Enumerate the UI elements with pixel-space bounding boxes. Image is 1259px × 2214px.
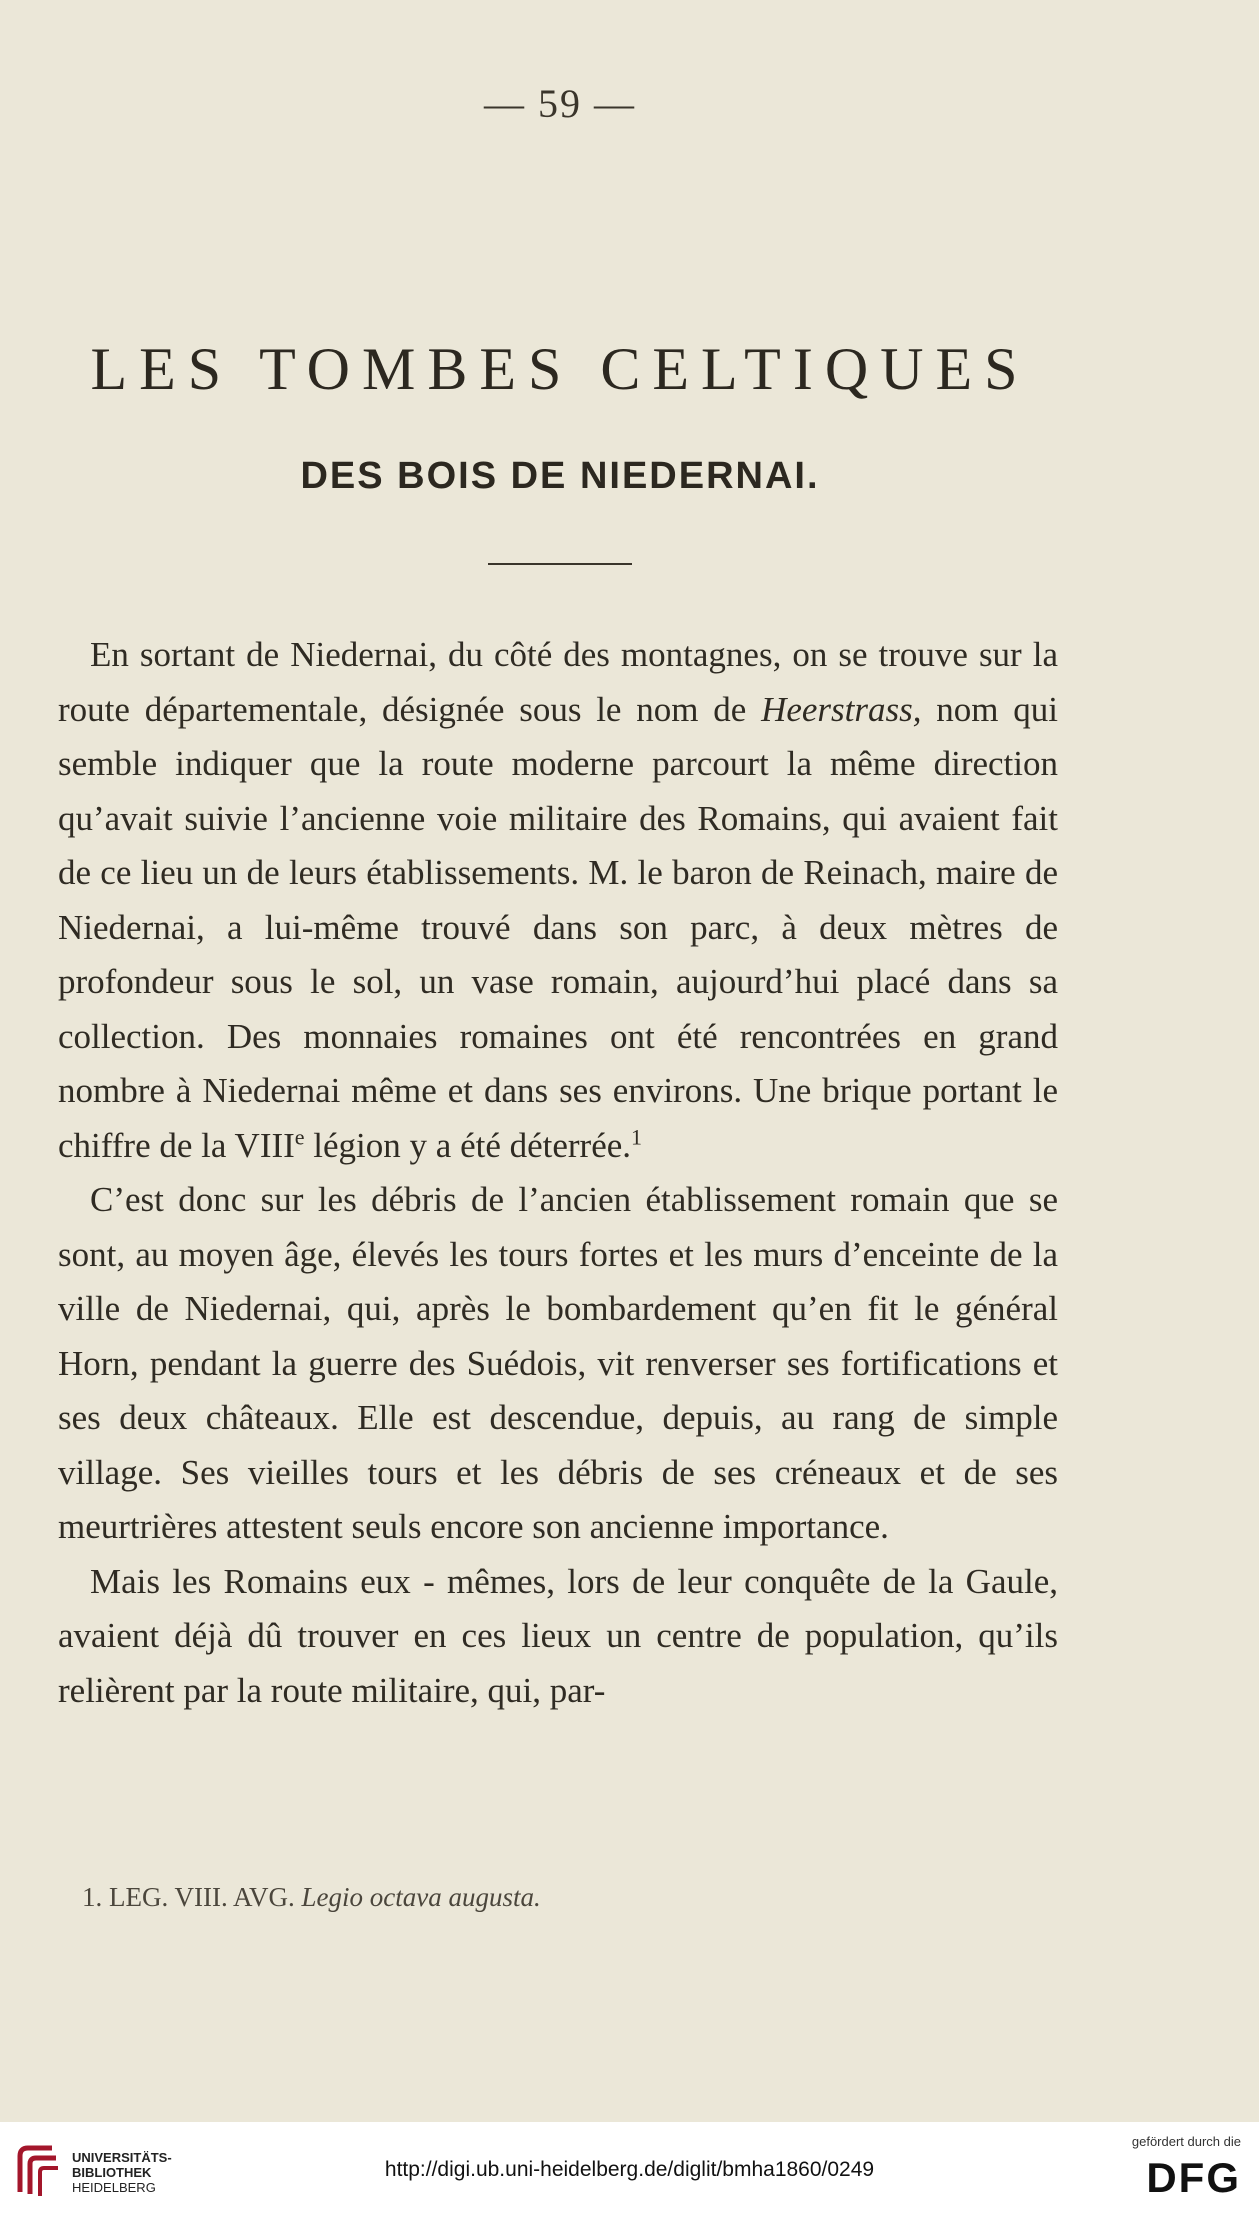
- p1-italic-term: Heerstrass,: [761, 689, 922, 729]
- p1-text-a: En sortant de Niedernai, du côté des montagnes, on se trouve sur la route départementale, désignée sous le nom de: [58, 635, 1058, 729]
- funding-caption: gefördert durch die: [1131, 2134, 1241, 2149]
- footnote: [82, 1882, 1032, 1913]
- p1-text-b: nom qui semble indiquer que la route moderne parcourt la même direction qu’avait suivie l’ancienne voie militaire des Romains, qui avaient fait de ce lieu un de leurs établissements. M. le baron de Reinach, maire de Niedernai, a lui-même trouvé dans son parc, à deux mètres de profondeur sous le sol, un vase romain, aujourd’hui placé dans sa collection. Des monnaies romaines ont été rencontrées en grand nombre à Niedernai même et dans ses environs. Une brique portant le chiffre de la VIII: [58, 689, 1058, 1165]
- footnote-number: 1.: [82, 1882, 103, 1912]
- library-line-1: UNIVERSITÄTS-: [72, 2150, 172, 2165]
- paragraph-3: Mais les Romains eux - mêmes, lors de leur conquête de la Gaule, avaient déjà dû trouver en ces lieux un centre de population, qu’ils relièrent par la route militaire, qui, par-: [58, 1561, 1058, 1710]
- footnote-italic: Legio octava augusta.: [301, 1882, 541, 1912]
- footnote-reference: 1: [631, 1123, 643, 1149]
- footer-bar: [0, 2122, 1259, 2214]
- page-number: — 59 —: [484, 81, 636, 126]
- body-text: [58, 628, 1058, 1718]
- p1-superscript-e: e: [294, 1123, 305, 1149]
- permalink-url[interactable]: http://digi.ub.uni-heidelberg.de/diglit/bmha1860/0249: [384, 2158, 875, 2181]
- paragraph-2: C’est donc sur les débris de l’ancien établissement romain que se sont, au moyen âge, élevés les tours fortes et les murs d’enceinte de la ville de Niedernai, qui, après le bombardement qu’en fit le général Horn, pendant la guerre des Suédois, vit renverser ses fortifications et ses deux châteaux. Elle est descendue, depuis, au rang de simple village. Ses vieilles tours et les débris de ses créneaux et de ses meurtrières attestent seuls encore son ancienne importance.: [58, 1180, 1058, 1546]
- footnote-text: LEG. VIII. AVG.: [109, 1882, 295, 1912]
- title-divider: [488, 563, 632, 565]
- dfg-logo: DFG: [1146, 2154, 1241, 2201]
- page-subtitle: DES BOIS DE NIEDERNAI.: [300, 455, 820, 497]
- p1-text-c: légion y a été déterrée.: [304, 1125, 632, 1165]
- library-line-2: BIBLIOTHEK: [72, 2165, 152, 2180]
- page-title: LES TOMBES CELTIQUES: [90, 336, 1030, 402]
- library-line-3: HEIDELBERG: [72, 2180, 156, 2195]
- paragraph-1: [58, 628, 1058, 1173]
